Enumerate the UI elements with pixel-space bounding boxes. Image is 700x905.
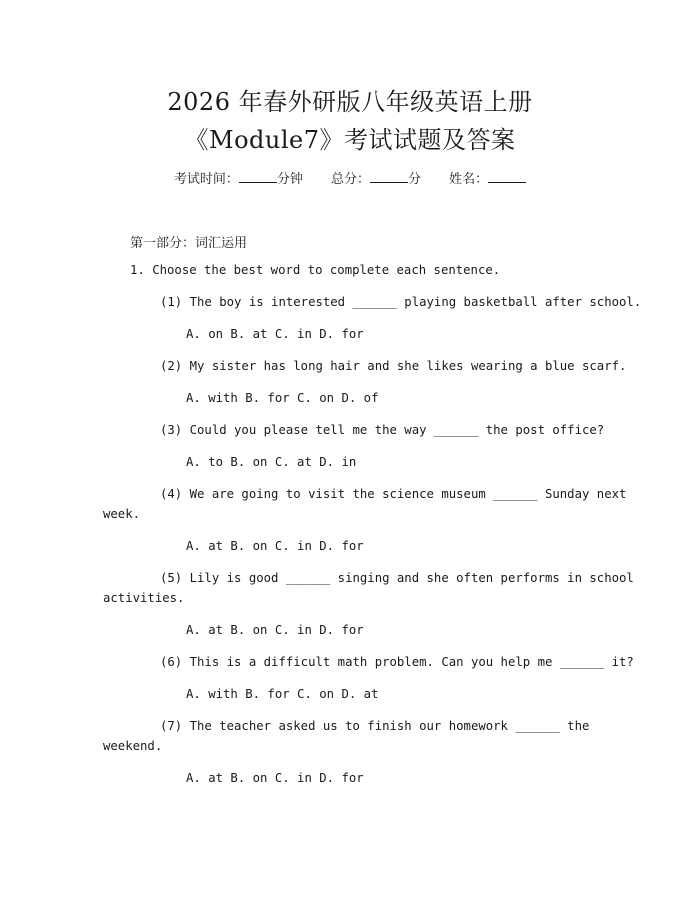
- question-stem-1: (1) The boy is interested ______ playing basketball after school.: [160, 295, 642, 309]
- question-options-6: A. with B. for C. on D. at: [186, 687, 379, 701]
- student-name: [449, 172, 526, 187]
- question-options-7: A. at B. on C. in D. for: [186, 771, 364, 785]
- question-stem-4-line2: week.: [103, 507, 141, 521]
- question-options-2: A. with B. for C. on D. of: [186, 391, 379, 405]
- exam-time-blank: [239, 171, 277, 183]
- total-score-blank: [370, 171, 408, 183]
- question-stem-4: [103, 484, 627, 524]
- question-prompt: 1. Choose the best word to complete each sentence.: [130, 263, 501, 277]
- question-stem-7: [103, 716, 603, 756]
- question-stem-5-line1: (5) Lily is good ______ singing and she often performs in school: [160, 571, 634, 585]
- exam-meta: [0, 168, 700, 187]
- name-label: 姓名：: [449, 172, 489, 187]
- question-stem-7-line1: (7) The teacher asked us to finish our homework ______ the: [160, 719, 590, 733]
- question-stem-2: (2) My sister has long hair and she likes wearing a blue scarf.: [160, 359, 627, 373]
- question-options-3: A. to B. on C. at D. in: [186, 455, 357, 469]
- total-score-unit: 分: [408, 172, 422, 187]
- exam-time-label: 考试时间：: [173, 172, 239, 187]
- question-options-5: A. at B. on C. in D. for: [186, 623, 364, 637]
- total-score-label: 总分：: [330, 172, 370, 187]
- question-stem-5: [103, 568, 634, 608]
- exam-time: [174, 172, 307, 187]
- section-title: 第一部分：词汇运用: [130, 236, 248, 251]
- question-stem-6: (6) This is a difficult math problem. Can you help me ______ it?: [160, 655, 634, 669]
- question-stem-7-line2: weekend.: [103, 739, 163, 753]
- question-options-1: A. on B. at C. in D. for: [186, 327, 364, 341]
- name-blank: [488, 171, 526, 183]
- title-line-2: 《Module7》考试试题及答案: [184, 126, 516, 154]
- question-stem-4-line1: (4) We are going to visit the science museum ______ Sunday next: [160, 487, 627, 501]
- title-line-1: 2026 年春外研版八年级英语上册: [167, 88, 533, 116]
- question-stem-5-line2: activities.: [103, 591, 185, 605]
- question-stem-3: (3) Could you please tell me the way ______ the post office?: [160, 423, 605, 437]
- exam-time-unit: 分钟: [276, 172, 303, 187]
- question-options-4: A. at B. on C. in D. for: [186, 539, 364, 553]
- total-score: [331, 172, 425, 187]
